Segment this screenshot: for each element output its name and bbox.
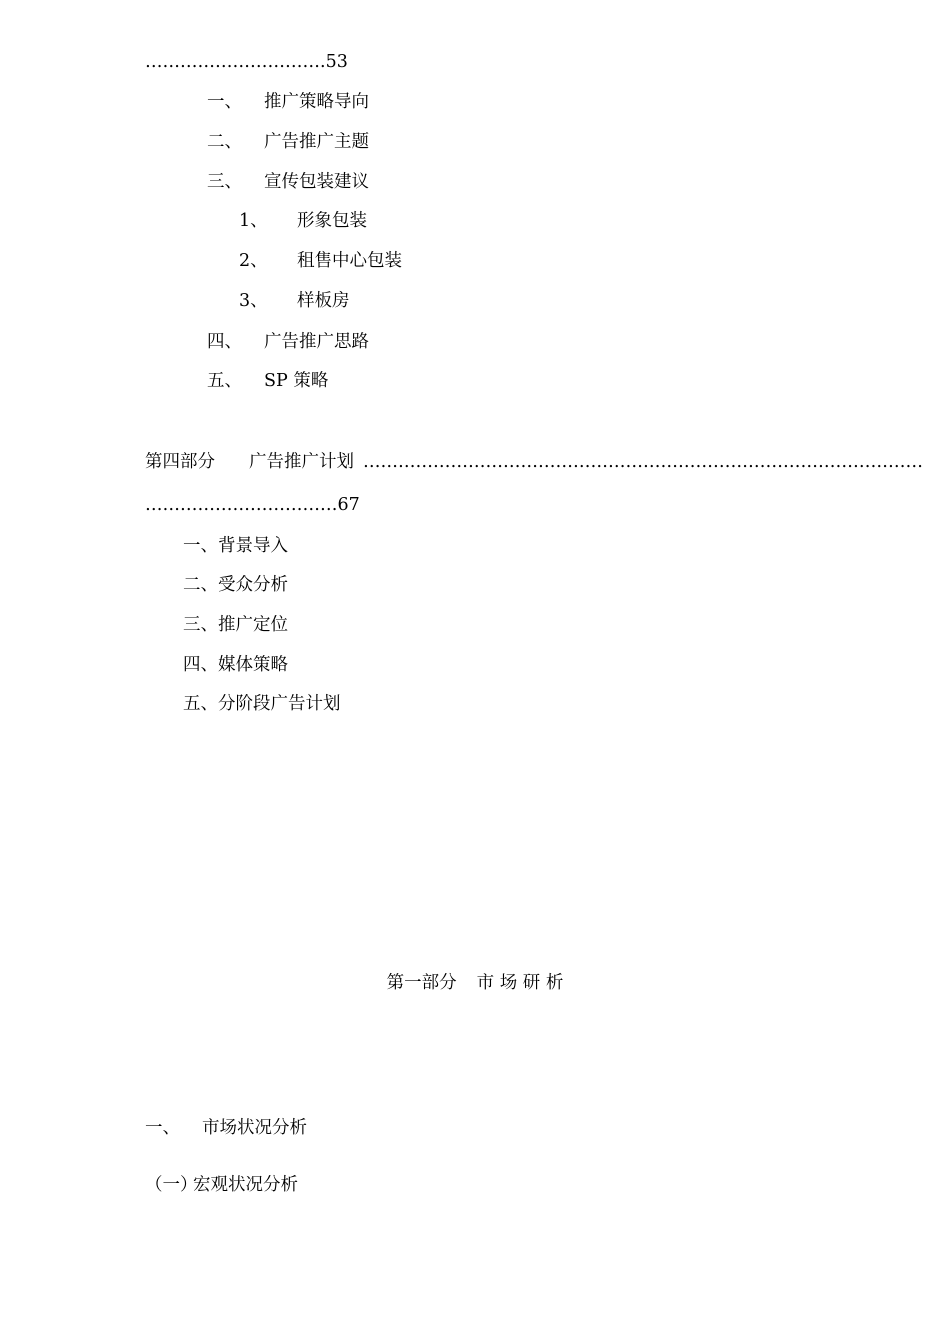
toc-sub-item-label: 租售中心包装: [297, 251, 402, 271]
toc-sub-item-number: 3、: [239, 291, 268, 311]
toc-sub-item-number: 1、: [239, 211, 268, 231]
toc-sub-item: [239, 213, 367, 231]
toc-part-label: 第四部分: [145, 452, 215, 472]
toc-sub-item-number: 2、: [239, 251, 268, 271]
toc-page-number: 67: [337, 495, 360, 515]
toc-leader-dots: ……………………………: [145, 495, 338, 515]
toc-item-label: 广告推广思路: [264, 332, 369, 352]
toc-sub-item-label: 样板房: [297, 291, 350, 311]
toc-part-title: 广告推广计划: [249, 452, 354, 472]
toc-item-number: 一、: [207, 92, 242, 112]
part-heading-number: 第一部分: [386, 973, 457, 993]
toc-item: 一、背景导入: [183, 536, 288, 556]
toc-sub-item: [239, 293, 350, 311]
toc-item-label: 宣传包装建议: [264, 172, 369, 192]
toc-item: 五、分阶段广告计划: [183, 694, 341, 714]
toc-item-label: 推广策略导向: [264, 92, 369, 112]
toc-sub-item-label: 形象包装: [297, 211, 367, 231]
toc-item: 二、受众分析: [183, 575, 288, 595]
toc-leader-dots: ……………………………………………………………………………………: [363, 452, 923, 472]
subsection-heading-number: （一）: [145, 1175, 198, 1195]
part-heading: [0, 975, 950, 993]
subsection-heading-label: 宏观状况分析: [193, 1175, 298, 1195]
section-heading-number: 一、: [145, 1118, 180, 1138]
section-heading: [145, 1120, 307, 1138]
toc-sub-item: [239, 253, 402, 271]
toc-item: [207, 134, 369, 152]
toc-page-number: .53: [320, 52, 348, 72]
toc-item-number: 五、: [207, 371, 242, 391]
toc-part4-page-line: [145, 497, 360, 515]
toc-item-number: 四、: [207, 332, 242, 352]
toc-item: [207, 334, 369, 352]
toc-item: [207, 94, 369, 112]
toc-item: 四、媒体策略: [183, 655, 288, 675]
toc-item-number: 二、: [207, 132, 242, 152]
toc-item: [207, 373, 328, 391]
toc-item-label: SP 策略: [264, 371, 329, 391]
toc-item-label: 广告推广主题: [264, 132, 369, 152]
toc-item: [207, 174, 369, 192]
subsection-heading: [145, 1177, 298, 1195]
toc-item-number: 三、: [207, 172, 242, 192]
toc-item: 三、推广定位: [183, 615, 288, 635]
toc-part4-heading: [145, 454, 354, 472]
toc-leader-dots: …………………………: [145, 52, 320, 72]
part-heading-title: 市 场 研 析: [476, 973, 564, 993]
section-heading-label: 市场状况分析: [202, 1118, 307, 1138]
toc-part3-page-line: [145, 54, 348, 72]
